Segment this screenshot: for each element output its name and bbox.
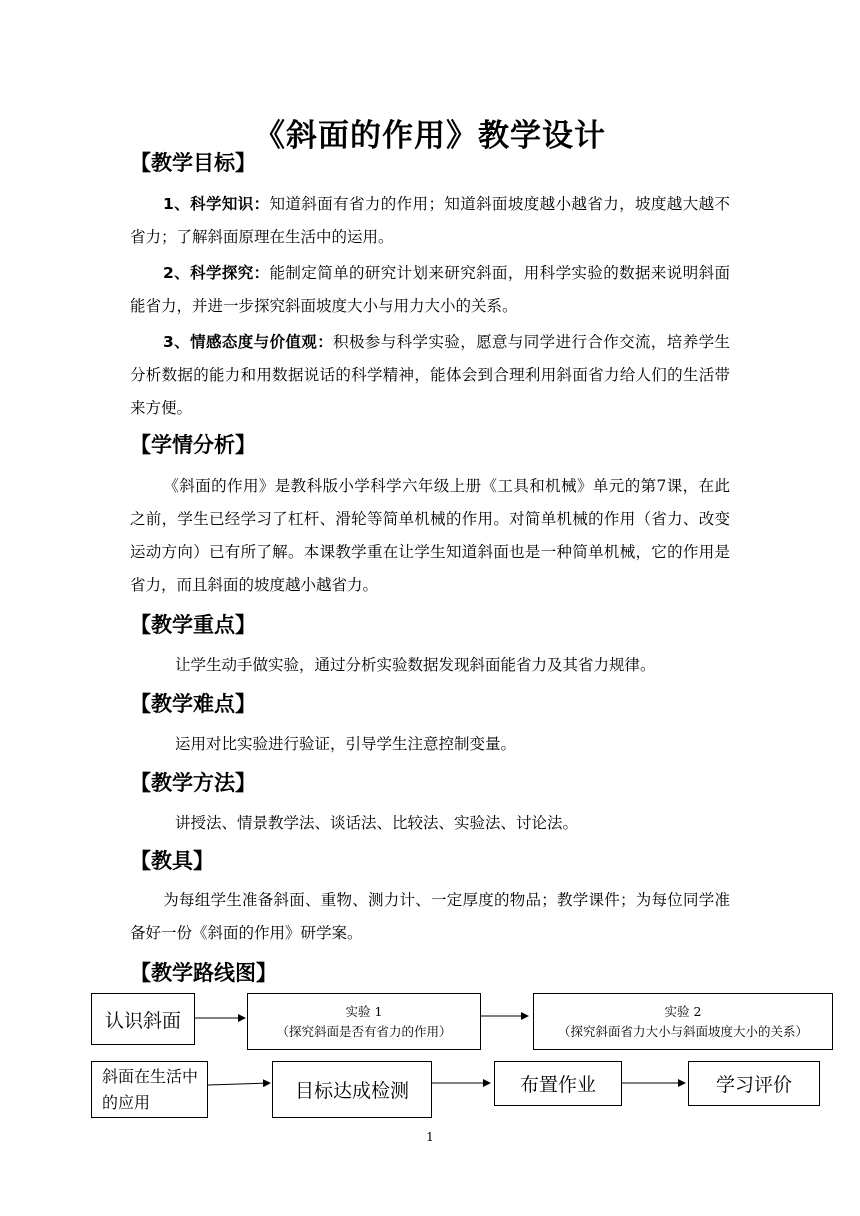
- section-heading-goals: 【教学目标】: [130, 151, 256, 175]
- document-title: 《斜面的作用》教学设计: [254, 118, 606, 154]
- goal-label: 1、科学知识：: [163, 195, 270, 213]
- section-heading-route: 【教学路线图】: [130, 961, 277, 985]
- flow-box-evaluation: 学习评价: [688, 1061, 820, 1106]
- section-heading-methods: 【教学方法】: [130, 771, 256, 795]
- flow-box-check: 目标达成检测: [272, 1061, 432, 1118]
- difficulties-text: 运用对比实验进行验证，引导学生注意控制变量。: [175, 735, 517, 753]
- flow-box-recognize: 认识斜面: [91, 993, 195, 1045]
- experiment-2-desc: （探究斜面省力大小与斜面坡度大小的关系）: [557, 1023, 808, 1039]
- goal-text: 积极参与科学实验，愿意与同学进行合作交流，培养学生分析数据的能力和用数据说话的科学精神，能体会到合理利用斜面省力给人们的生活带来方便。: [130, 333, 730, 417]
- key-points-text: 让学生动手做实验，通过分析实验数据发现斜面能省力及其省力规律。: [175, 656, 656, 674]
- arrow-application-to-check: [208, 1083, 270, 1085]
- goal-text: 知道斜面有省力的作用；知道斜面坡度越小越省力，坡度越大越不省力；了解斜面原理在生活中的运用。: [130, 195, 730, 246]
- goal-text: 能制定简单的研究计划来研究斜面，用科学实验的数据来说明斜面能省力，并进一步探究斜面坡度大小与用力大小的关系。: [130, 264, 730, 315]
- methods-text: 讲授法、情景教学法、谈话法、比较法、实验法、讨论法。: [175, 814, 579, 832]
- flow-box-experiment-2: [533, 993, 833, 1050]
- page-number: 1: [426, 1130, 434, 1144]
- goal-label: 2、科学探究：: [163, 264, 270, 282]
- experiment-1-title: 实验 1: [345, 1003, 383, 1019]
- section-heading-tools: 【教具】: [130, 849, 214, 873]
- goal-label: 3、情感态度与价值观：: [163, 333, 334, 351]
- section-heading-key-points: 【教学重点】: [130, 613, 256, 637]
- section-heading-analysis: 【学情分析】: [130, 433, 256, 457]
- flow-box-homework: 布置作业: [494, 1061, 622, 1106]
- section-heading-difficulties: 【教学难点】: [130, 692, 256, 716]
- experiment-2-title: 实验 2: [664, 1003, 702, 1019]
- tools-text: 为每组学生准备斜面、重物、测力计、一定厚度的物品；教学课件；为每位同学准备好一份《斜面的作用》研学案。: [130, 891, 730, 942]
- experiment-1-desc: （探究斜面是否有省力的作用）: [276, 1023, 452, 1039]
- analysis-text: 《斜面的作用》是教科版小学科学六年级上册《工具和机械》单元的第7课，在此之前，学生已经学习了杠杆、滑轮等简单机械的作用。对简单机械的作用（省力、改变运动方向）已有所了解。本课教学重在让学生知道斜面也是一种简单机械，它的作用是省力，而且斜面的坡度越小越省力。: [130, 477, 730, 594]
- flow-box-application: 斜面在生活中的应用: [91, 1061, 208, 1118]
- flow-box-experiment-1: [247, 993, 481, 1050]
